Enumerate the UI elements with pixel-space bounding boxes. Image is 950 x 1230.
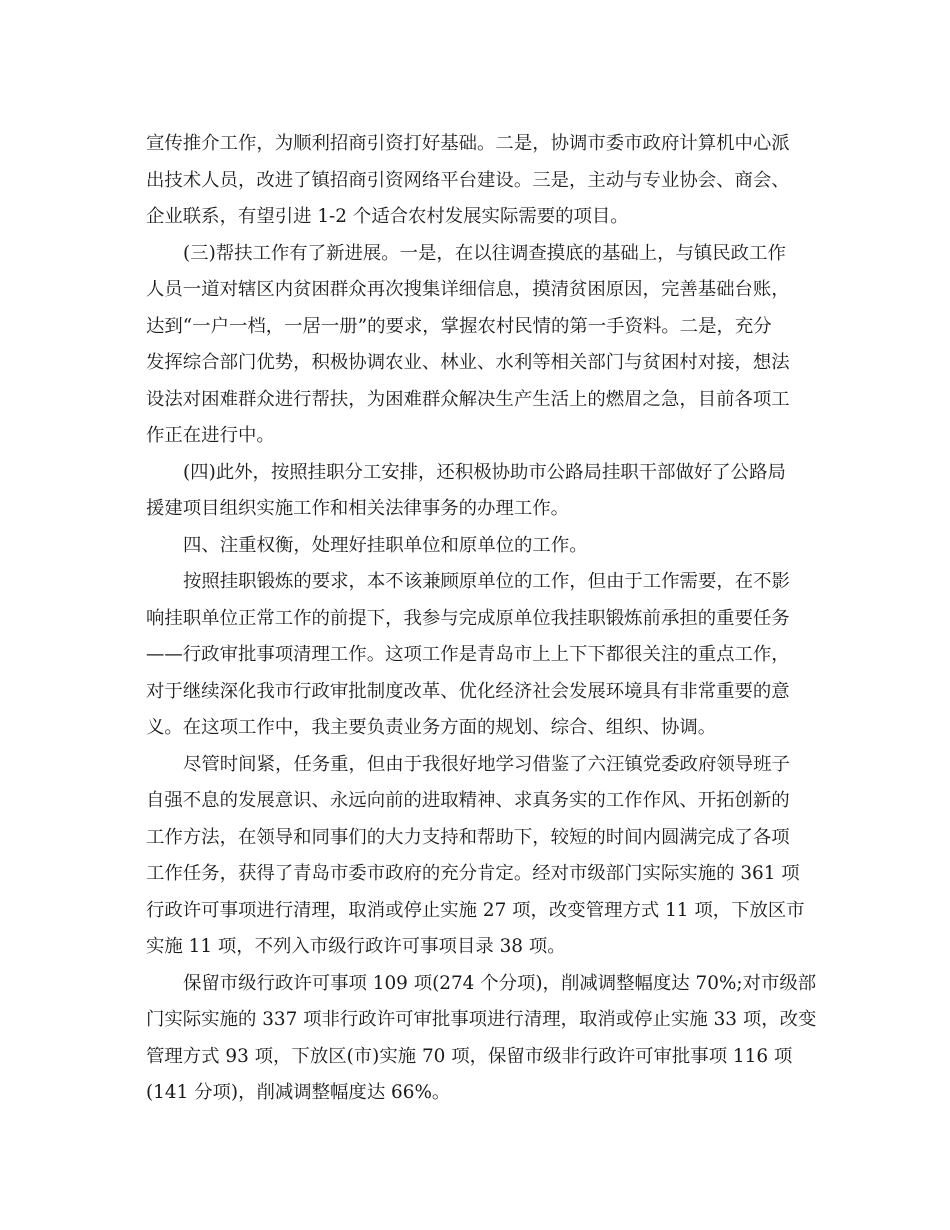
text-line: ——行政审批事项清理工作。这项工作是青岛市上上下下都很关注的重点工作， <box>146 644 790 665</box>
paragraph-5 <box>146 564 811 747</box>
text-line: 达到“一户一档，一居一册”的要求，掌握农村民情的第一手资料。二是，充分 <box>146 315 772 337</box>
text-line: 宣传推介工作，为顺利招商引资打好基础。二是，协调市委市政府计算机中心派 <box>146 133 790 154</box>
text-line: 保留市级行政许可事项 109 项(274 个分项)，削减调整幅度达 70%;对市级部 <box>183 972 817 994</box>
text-line: 按照挂职锻炼的要求，本不该兼顾原单位的工作，但由于工作需要，在不影 <box>183 571 790 592</box>
paragraph-1 <box>146 126 811 236</box>
text-line: (三)帮扶工作有了新进展。一是，在以往调查摸底的基础上，与镇民政工作 <box>183 242 786 264</box>
paragraph-2 <box>146 236 811 455</box>
text-line: 门实际实施的 337 项非行政许可审批事项进行清理，取消或停止实施 33 项，改变 <box>146 1009 817 1030</box>
text-line: 作正在进行中。 <box>146 425 275 446</box>
text-line: 尽管时间紧，任务重，但由于我很好地学习借鉴了六汪镇党委政府领导班子 <box>183 753 790 775</box>
paragraph-7 <box>146 966 817 1112</box>
text-line: 工作任务，获得了青岛市委市政府的充分肯定。经对市级部门实际实施的 361 项 <box>146 863 800 884</box>
text-line: 自强不息的发展意识、永远向前的进取精神、求真务实的工作作风、开拓创新的 <box>146 790 790 811</box>
text-line: 出技术人员，改进了镇招商引资网络平台建设。三是，主动与专业协会、商会、 <box>146 169 790 191</box>
section-heading <box>146 528 811 565</box>
text-line: (141 分项)，削减调整幅度达 66%。 <box>146 1082 451 1103</box>
text-line: 对于继续深化我市行政审批制度改革、优化经济社会发展环境具有非常重要的意 <box>146 680 790 702</box>
text-line: 人员一道对辖区内贫困群众再次搜集详细信息，摸清贫困原因，完善基础台账， <box>146 279 790 300</box>
text-line: 企业联系，有望引进 1-2 个适合农村发展实际需要的项目。 <box>146 206 629 227</box>
paragraph-3 <box>146 455 811 528</box>
document-body <box>146 126 817 1112</box>
text-line: 援建项目组织实施工作和相关法律事务的办理工作。 <box>146 498 569 519</box>
text-line: 工作方法，在领导和同事们的大力支持和帮助下，较短的时间内圆满完成了各项 <box>146 826 790 848</box>
text-line: 发挥综合部门优势，积极协调农业、林业、水利等相关部门与贫困村对接，想法 <box>146 352 790 373</box>
text-line: 设法对困难群众进行帮扶，为困难群众解决生产生活上的燃眉之急，目前各项工 <box>146 388 790 410</box>
text-line: (四)此外，按照挂职分工安排，还积极协助市公路局挂职干部做好了公路局 <box>183 461 786 483</box>
text-line: 行政许可事项进行清理，取消或停止实施 27 项，改变管理方式 11 项，下放区市 <box>146 899 805 921</box>
text-line: 管理方式 93 项，下放区(市)实施 70 项，保留市级非行政许可审批事项 116 项 <box>146 1045 793 1067</box>
text-line: 四、注重权衡，处理好挂职单位和原单位的工作。 <box>183 534 588 556</box>
text-line: 义。在这项工作中，我主要负责业务方面的规划、综合、组织、协调。 <box>146 717 717 738</box>
text-line: 实施 11 项，不列入市级行政许可事项目录 38 项。 <box>146 936 566 957</box>
text-line: 响挂职单位正常工作的前提下，我参与完成原单位我挂职锻炼前承担的重要任务 <box>146 607 790 629</box>
paragraph-6 <box>146 747 811 966</box>
